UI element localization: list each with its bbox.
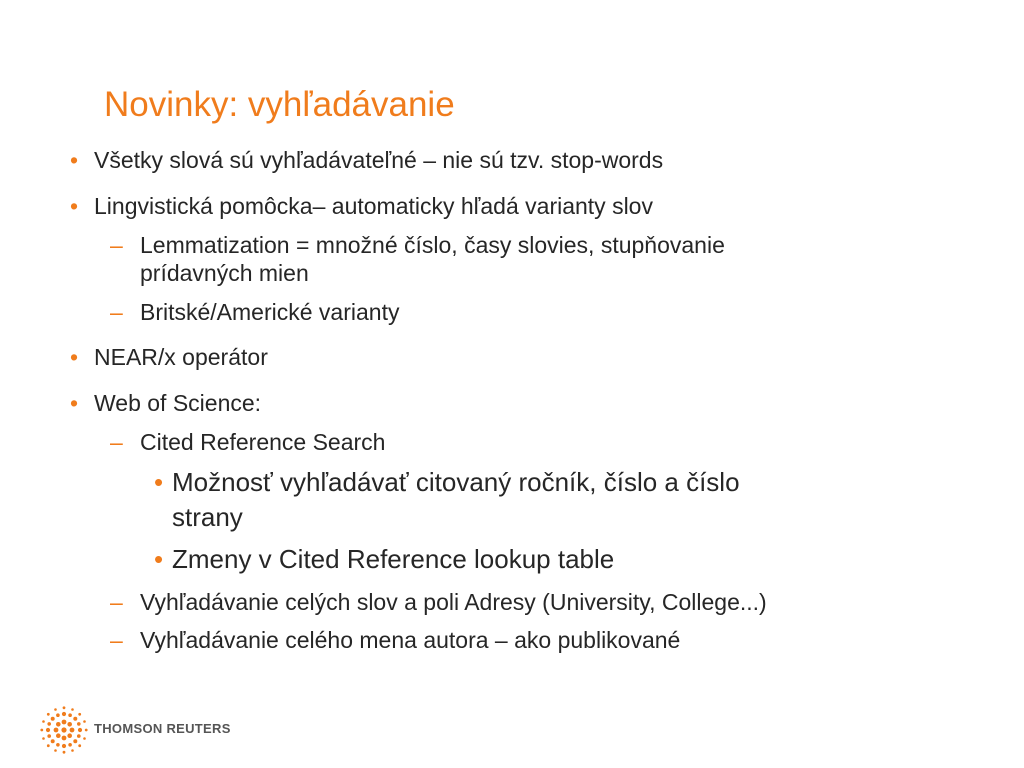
sub-bullet-dash: – <box>110 299 123 325</box>
sub-bullet-dash: – <box>110 589 123 615</box>
slide-title: Novinky: vyhľadávanie <box>104 85 455 124</box>
sub-sub-bullet-dot: • <box>154 544 164 574</box>
logo-dots-icon <box>40 706 88 754</box>
sub-bullet-dash: – <box>110 627 123 653</box>
sub-bullet-text-lemmatization: Lemmatization = množné číslo, časy slovies, stupňovanie <box>140 232 725 258</box>
bullet-text-1: Všetky slová sú vyhľadávateľné – nie sú tzv. stop-words <box>94 147 664 173</box>
bullet-dot: • <box>70 344 79 370</box>
sub-sub-bullet-dot: • <box>154 467 164 497</box>
sub-bullet-text-address: Vyhľadávanie celých slov a poli Adresy (University, College...) <box>140 589 767 615</box>
sub-bullet-text-cited-ref: Cited Reference Search <box>140 429 386 455</box>
sub-bullet-dash: – <box>110 232 123 258</box>
logo-text: THOMSON REUTERS <box>94 721 231 736</box>
bullet-dot: • <box>70 193 79 219</box>
bullet-text-4: Web of Science: <box>94 390 262 416</box>
thomson-reuters-logo <box>40 706 230 754</box>
sub-bullet-dash: – <box>110 429 123 455</box>
bullet-dot: • <box>70 147 79 173</box>
sub-sub-bullet-text-lookup: Zmeny v Cited Reference lookup table <box>172 544 615 574</box>
sub-bullet-text-variants: Britské/Americké varianty <box>140 299 400 325</box>
bullet-dot: • <box>70 390 79 416</box>
bullet-text-3: NEAR/x operátor <box>94 344 268 370</box>
sub-bullet-text-lemmatization-cont: prídavných mien <box>140 260 309 286</box>
bullet-text-2: Lingvistická pomôcka– automaticky hľadá varianty slov <box>94 193 653 219</box>
sub-sub-bullet-text-search: Možnosť vyhľadávať citovaný ročník, číslo a číslo <box>172 467 740 497</box>
sub-sub-bullet-text-search-cont: strany <box>172 502 243 532</box>
sub-bullet-text-author: Vyhľadávanie celého mena autora – ako publikované <box>140 627 681 653</box>
